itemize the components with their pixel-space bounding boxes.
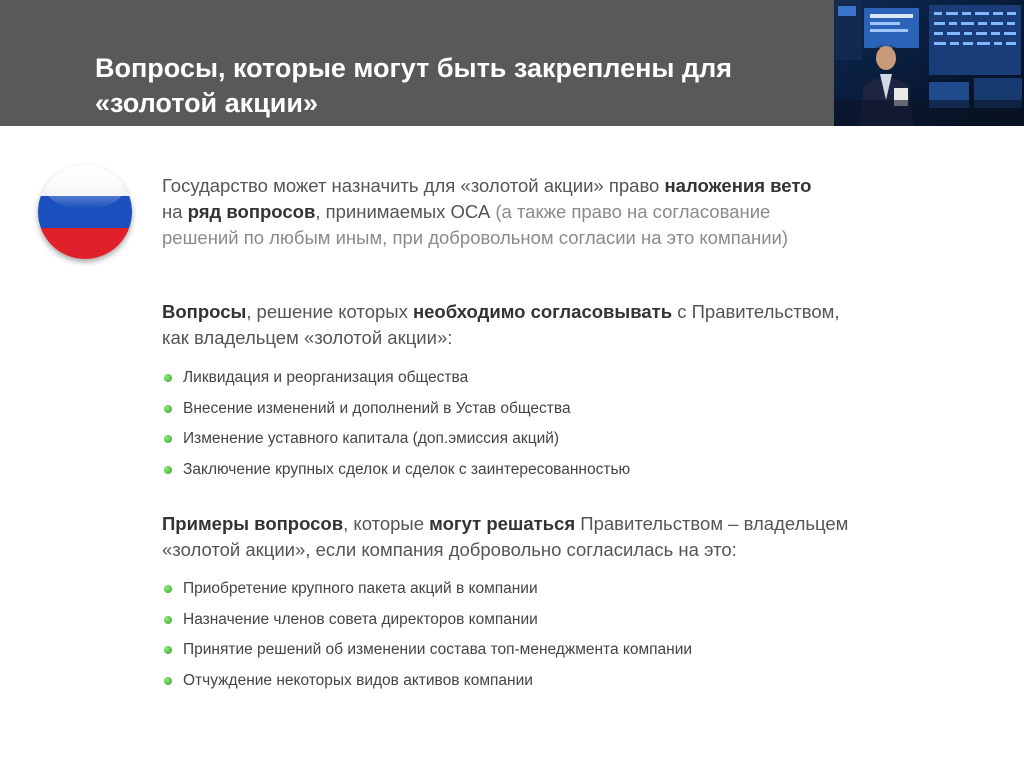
- stock-exchange-photo: [834, 0, 1024, 126]
- intro-text-2: на: [162, 201, 188, 222]
- section1-bold-1: Вопросы: [162, 301, 247, 322]
- section1-heading: [162, 299, 962, 351]
- bullet-dot-icon: [164, 646, 172, 654]
- required-approval-list: [164, 369, 630, 491]
- list-item-text: Заключение крупных сделок и сделок с заинтересованностью: [183, 460, 631, 478]
- bullet-dot-icon: [164, 585, 172, 593]
- section2-bold-2: могут решаться: [429, 513, 576, 534]
- list-item-text: Принятие решений об изменении состава топ-менеджмента компании: [183, 641, 693, 658]
- intro-gray-1: (а также право на согласование: [495, 201, 771, 222]
- section2-text-2: Правительством – владельцем: [575, 513, 849, 534]
- intro-text-1: Государство может назначить для «золотой акции» право: [162, 175, 665, 196]
- voluntary-questions-list: [164, 580, 692, 702]
- title-line-1: Вопросы, которые могут быть закреплены для: [95, 53, 733, 83]
- intro-paragraph: [162, 173, 922, 251]
- section2-text-3: «золотой акции», если компания добровольно согласилась на это:: [162, 539, 737, 560]
- section1-text-3: как владельцем «золотой акции»:: [162, 327, 453, 348]
- list-item: [164, 611, 692, 642]
- bullet-dot-icon: [164, 405, 172, 413]
- list-item-text: Приобретение крупного пакета акций в компании: [183, 580, 538, 597]
- section1-text-1: , решение которых: [246, 301, 413, 322]
- list-item: [164, 580, 692, 611]
- bullet-dot-icon: [164, 435, 172, 443]
- stock-exchange-image: [834, 0, 1024, 126]
- intro-bold-1: наложения вето: [664, 175, 812, 196]
- list-item: [164, 369, 630, 400]
- bullet-dot-icon: [164, 374, 172, 382]
- russia-flag-icon: [38, 165, 132, 259]
- section2-bold-1: Примеры вопросов: [162, 513, 344, 534]
- list-item-text: Внесение изменений и дополнений в Устав общества: [183, 399, 571, 417]
- bullet-dot-icon: [164, 677, 172, 685]
- list-item: [164, 461, 630, 492]
- section2-text-1: , которые: [343, 513, 430, 534]
- slide-header: [0, 0, 834, 126]
- section1-bold-2: необходимо согласовывать: [412, 301, 673, 322]
- slide-title: [95, 51, 815, 121]
- list-item: [164, 400, 630, 431]
- intro-gray-2: решений по любым иным, при добровольном согласии на это компании): [162, 227, 789, 248]
- list-item: [164, 430, 630, 461]
- section2-heading: [162, 511, 982, 563]
- list-item: [164, 672, 692, 703]
- intro-bold-2: ряд вопросов: [187, 201, 316, 222]
- list-item-text: Ликвидация и реорганизация общества: [183, 369, 469, 386]
- list-item-text: Отчуждение некоторых видов активов компании: [183, 671, 533, 689]
- list-item: [164, 641, 692, 672]
- bullet-dot-icon: [164, 466, 172, 474]
- section1-text-2: с Правительством,: [672, 301, 840, 322]
- list-item-text: Изменение уставного капитала (доп.эмиссия акций): [183, 430, 560, 447]
- title-line-2: «золотой акции»: [95, 88, 319, 118]
- bullet-dot-icon: [164, 616, 172, 624]
- list-item-text: Назначение членов совета директоров компании: [183, 610, 538, 628]
- intro-text-3: , принимаемых ОСА: [315, 201, 496, 222]
